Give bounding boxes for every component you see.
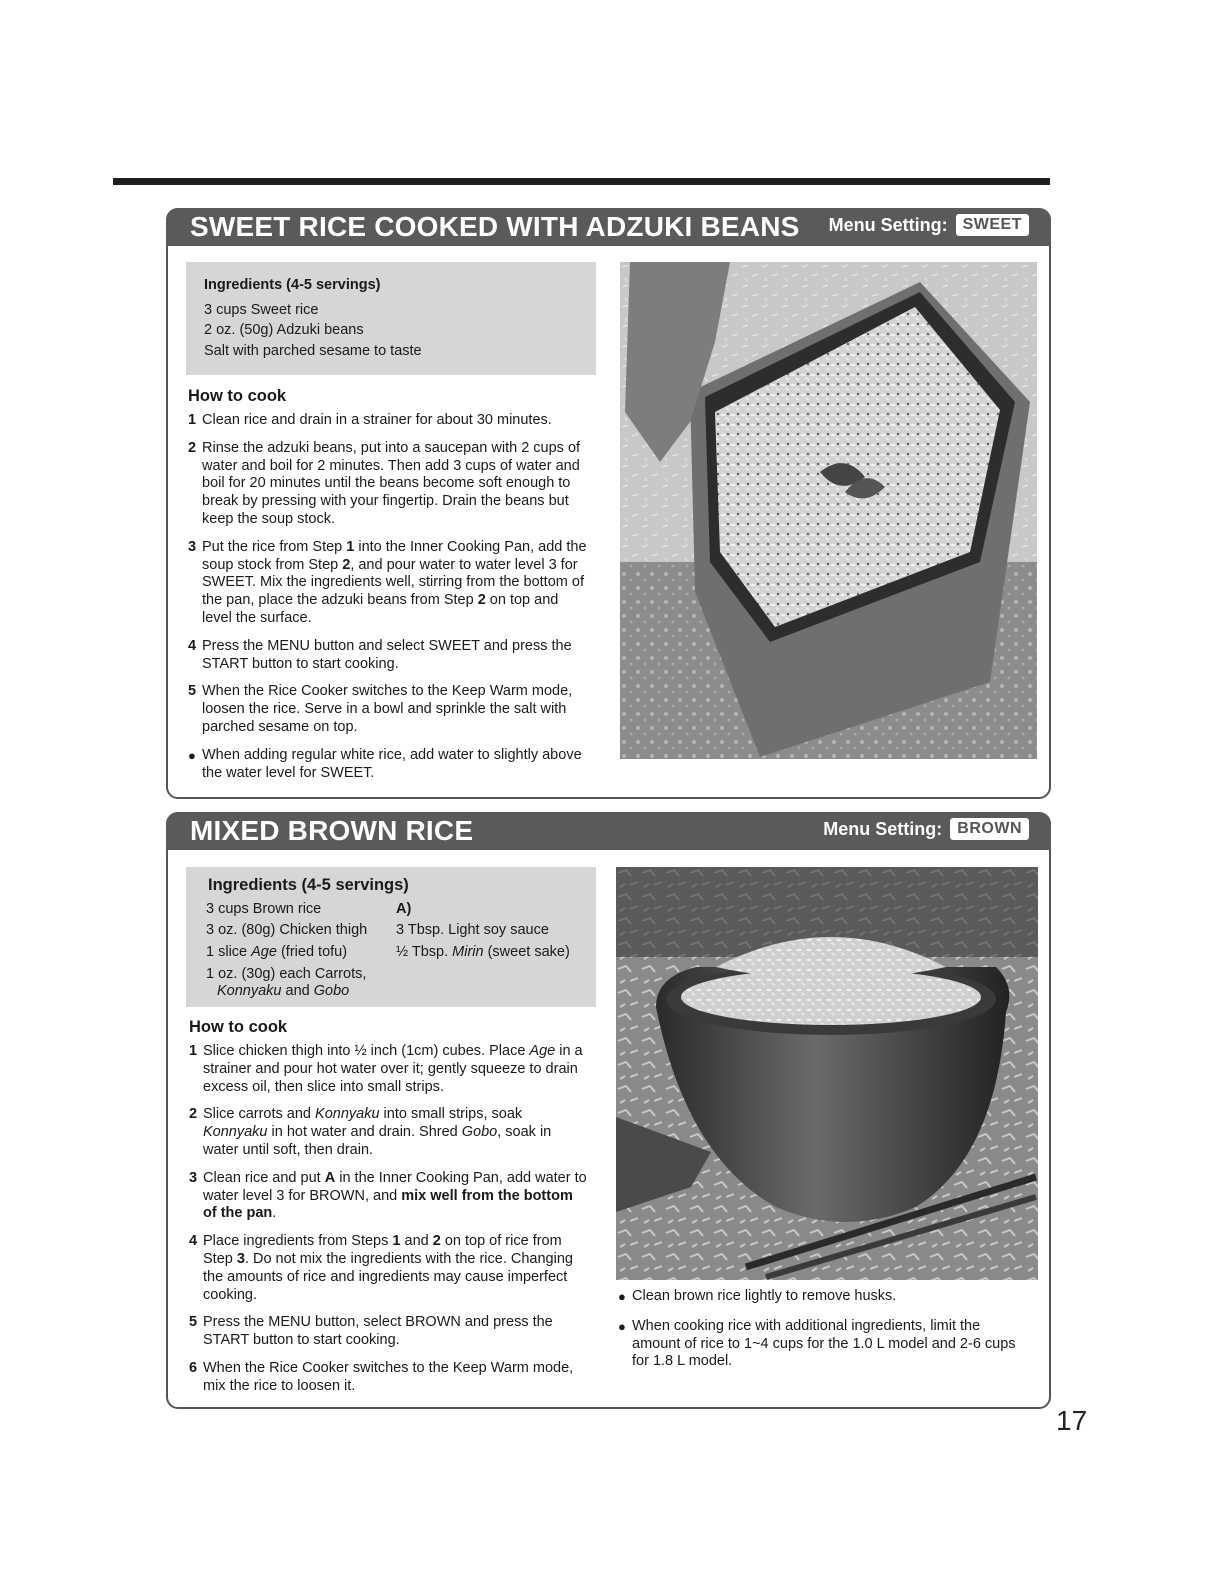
ingredient-item: 3 cups Brown rice — [206, 900, 322, 917]
note — [618, 1288, 1018, 1306]
ingredient-text: (fried tofu) — [276, 943, 348, 960]
step-term: Konnyaku — [315, 1106, 380, 1123]
step-text-part: into the Inner Cooking Pan, add the soup stock from Step — [202, 538, 587, 573]
step-text — [203, 1233, 573, 1302]
ingredient-text: 1 slice — [206, 943, 252, 960]
step-text-part: Place ingredients from Steps — [203, 1233, 393, 1250]
recipe-title-bar — [166, 812, 1051, 850]
step-number: 5 — [188, 683, 197, 700]
recipe-title: SWEET RICE COOKED WITH ADZUKI BEANS — [190, 211, 800, 242]
step-text-part: on top and level the surface. — [202, 592, 559, 626]
recipe-mixed-brown-rice — [166, 812, 1051, 1409]
ingredient-term: Age — [251, 943, 277, 960]
step-text-part: in hot water and drain. Shred — [267, 1124, 462, 1141]
step-term: Konnyaku — [203, 1124, 268, 1141]
ingredients-title: Ingredients (4-5 servings) — [208, 876, 409, 894]
step — [189, 1314, 589, 1350]
step-term: Gobo — [461, 1124, 498, 1141]
step-text-part: Slice carrots and — [203, 1106, 316, 1123]
step-text — [203, 1106, 551, 1158]
step-text: Clean rice and drain in a strainer for about 30 minutes. — [202, 412, 552, 428]
step-ref: 2 — [342, 556, 351, 573]
rice-bowl-image — [616, 867, 1038, 1280]
menu-setting — [823, 818, 1029, 840]
step-number: 6 — [189, 1359, 198, 1376]
sweet-rice-photo — [620, 262, 1037, 759]
step — [188, 440, 588, 529]
ingredient-text: and — [281, 983, 314, 999]
ingredient-item: 3 Tbsp. Light soy sauce — [396, 922, 549, 938]
recipe-title-bar — [166, 208, 1051, 246]
ingredient-item: 2 oz. (50g) Adzuki beans — [204, 322, 364, 338]
step-text: When the Rice Cooker switches to the Keep Warm mode, mix the rice to loosen it. — [203, 1359, 574, 1394]
step — [189, 1360, 589, 1396]
step-text-part: Put the rice from Step — [202, 538, 347, 555]
step — [188, 638, 588, 674]
step — [189, 1043, 589, 1096]
step-ref: 3 — [236, 1250, 245, 1267]
step-term: Age — [529, 1043, 556, 1059]
step-text: Rinse the adzuki beans, put into a saucepan with 2 cups of water and boil for 2 minutes. Then add 3 cups of water and boil for 20 minutes until the beans become soft enough to break by pressing with your fingertip. Drain the beans but keep the soup stock. — [202, 439, 581, 527]
recipe-sweet-rice — [166, 208, 1051, 799]
seasoning-group-label: A) — [396, 900, 412, 917]
note — [188, 747, 588, 783]
step-text: Press the MENU button and select SWEET and press the START button to start cooking. — [202, 637, 572, 672]
menu-setting — [829, 214, 1029, 236]
step-text-part: into small strips, soak — [379, 1106, 523, 1123]
step-number: 1 — [188, 412, 197, 428]
step — [189, 1170, 589, 1223]
step-ref: 1 — [346, 538, 355, 555]
step-text: When the Rice Cooker switches to the Keep Warm mode, loosen the rice. Serve in a bowl and sprinkle the salt with parched sesame on top. — [202, 683, 573, 735]
brown-rice-photo — [616, 867, 1038, 1280]
steps-list — [189, 1043, 589, 1406]
ingredient-item — [396, 942, 570, 964]
step-text — [203, 1170, 587, 1222]
recipe-title: MIXED BROWN RICE — [190, 815, 474, 846]
ingredient-item: 3 cups Sweet rice — [204, 301, 319, 318]
ingredient-item — [206, 942, 396, 964]
step-number: 4 — [188, 637, 197, 654]
step-ref: A — [324, 1169, 336, 1186]
step-text-part: . Do not mix the ingredients with the rice. Changing the amounts of rice and ingredients may cause imperfect cooking. — [203, 1250, 573, 1303]
step-ref: 2 — [477, 592, 486, 609]
menu-setting-badge: BROWN — [950, 818, 1029, 840]
step-number: 1 — [189, 1043, 198, 1059]
note — [618, 1318, 1018, 1371]
step — [188, 539, 588, 628]
menu-setting-label: Menu Setting: — [823, 818, 943, 839]
step-text-part: in the Inner Cooking Pan, add water to water level 3 for BROWN, and — [203, 1169, 587, 1204]
ingredients-right-column — [396, 899, 570, 1001]
rice-box-image — [620, 262, 1037, 759]
step-number: 2 — [188, 439, 197, 456]
step-emphasis: mix well from the bottom of the pan — [203, 1187, 573, 1222]
step-text-part: Slice chicken thigh into ½ inch (1cm) cubes. Place — [203, 1043, 530, 1059]
ingredient-text: ½ Tbsp. — [396, 943, 453, 960]
ingredient-item — [206, 983, 396, 1000]
menu-setting-label: Menu Setting: — [828, 214, 948, 235]
step-text: Press the MENU button, select BROWN and press the START button to start cooking. — [203, 1314, 553, 1349]
notes-list — [618, 1288, 1018, 1381]
ingredients-box — [186, 262, 596, 375]
step-text-part: on top of rice from Step — [203, 1233, 562, 1267]
step-text-part: in a strainer and pour hot water over it; gently squeeze to drain excess oil, then slice into small strips. — [203, 1043, 583, 1095]
ingredient-term: Mirin — [452, 943, 484, 960]
step-number: 3 — [189, 1169, 198, 1186]
ingredient-term: Gobo — [313, 983, 350, 999]
top-rule — [113, 178, 1050, 185]
note-text: Clean brown rice lightly to remove husks. — [632, 1288, 897, 1304]
ingredient-text: (sweet sake) — [483, 943, 570, 960]
step-text — [203, 1043, 583, 1095]
step-number: 2 — [189, 1106, 198, 1123]
bullet-icon: ● — [618, 1318, 626, 1334]
bullet-icon: ● — [618, 1289, 626, 1304]
ingredients-left-column — [206, 899, 396, 1001]
step-ref: 2 — [432, 1233, 441, 1250]
bullet-icon: ● — [188, 747, 196, 763]
step-text-part: and — [400, 1233, 433, 1250]
note-text: When cooking rice with additional ingredients, limit the amount of rice to 1~4 cups for the 1.0 L model and 2-6 cups for 1.8 L model. — [632, 1317, 1016, 1370]
step — [189, 1233, 589, 1304]
step — [188, 412, 588, 430]
step-text-part: . — [272, 1205, 277, 1222]
howto-title: How to cook — [189, 1018, 288, 1036]
steps-list — [188, 412, 588, 792]
ingredients-box — [186, 867, 596, 1007]
howto-title: How to cook — [188, 387, 287, 405]
step-text-part: , soak in water until soft, then drain. — [203, 1124, 552, 1158]
page-number: 17 — [1056, 1405, 1088, 1436]
step-text — [202, 539, 587, 626]
ingredient-item: 3 oz. (80g) Chicken thigh — [206, 922, 368, 938]
step-ref: 1 — [392, 1233, 401, 1250]
note-text: When adding regular white rice, add water to slightly above the water level for SWEET. — [202, 746, 582, 781]
step-text-part: Clean rice and put — [203, 1169, 325, 1186]
step-number: 4 — [189, 1233, 198, 1250]
menu-setting-badge: SWEET — [956, 214, 1029, 236]
step — [189, 1106, 589, 1159]
step — [188, 683, 588, 736]
step-text-part: , and pour water to water level 3 for SWEET. Mix the ingredients well, stirring from the bottom of the pan, place the adzuki beans from Step — [202, 556, 584, 609]
ingredient-term: Konnyaku — [217, 983, 282, 999]
step-number: 3 — [188, 538, 197, 555]
ingredient-item: Salt with parched sesame to taste — [204, 342, 422, 359]
ingredients-title: Ingredients (4-5 servings) — [204, 277, 381, 293]
step-number: 5 — [189, 1314, 198, 1331]
ingredient-item: 1 oz. (30g) each Carrots, — [206, 966, 367, 982]
